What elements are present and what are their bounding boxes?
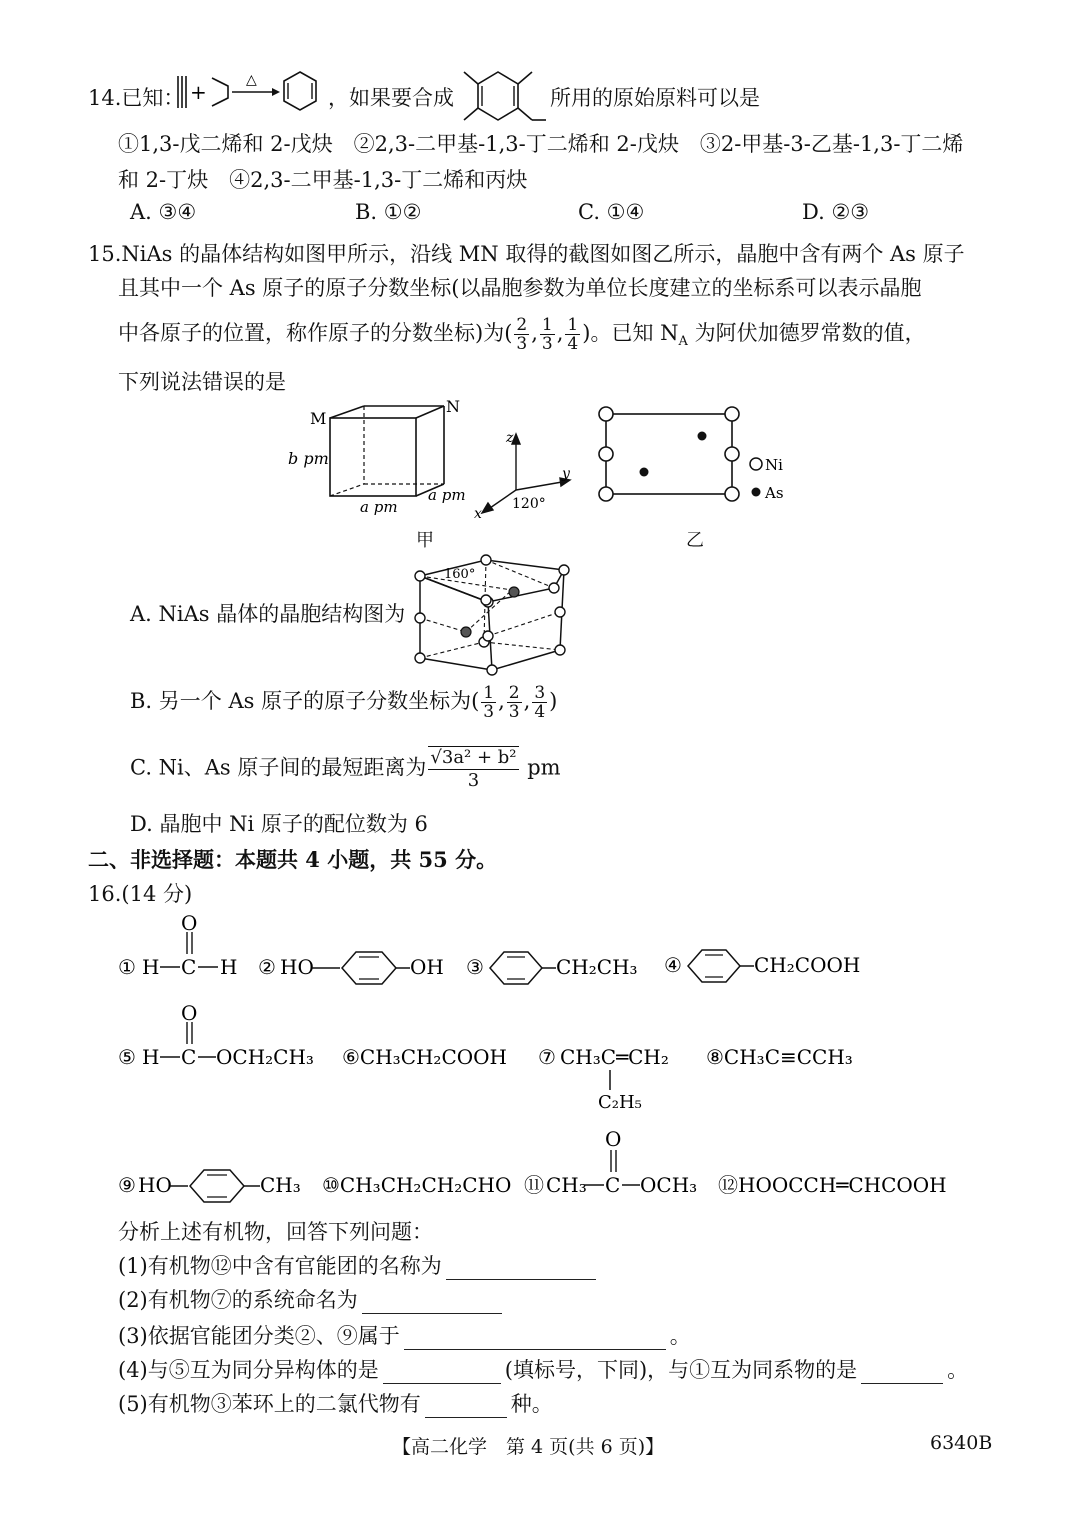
q14-intro: 已知： (121, 86, 185, 110)
coord1-y: $\frac{1}{3}$ (541, 315, 553, 354)
coord1-z: $\frac{1}{4}$ (567, 315, 579, 354)
compound-11-number: ⑪ (524, 1173, 544, 1197)
compound-2-ho: HO (280, 955, 314, 979)
cell-angle-label: 160° (444, 567, 476, 582)
compound-9-number: ⑨ (118, 1173, 136, 1197)
compound-1-c: C (181, 955, 197, 979)
compound-7-branch: C₂H₅ (598, 1092, 642, 1113)
svg-text:+: + (190, 80, 207, 104)
answer-blank-4b[interactable] (861, 1363, 943, 1384)
answer-blank-1[interactable] (446, 1259, 596, 1280)
compound-6: ⑥CH₃CH₂COOH (342, 1045, 507, 1069)
compounds-row-3 (114, 1124, 994, 1214)
compound-5-number: ⑤ (118, 1045, 136, 1069)
q15-text-4: 下列说法错误的是 (118, 370, 286, 394)
axis-angle-label: 120° (512, 496, 546, 512)
question-number: 15. (88, 242, 122, 266)
compound-10: ⑩CH₃CH₂CH₂CHO (322, 1173, 512, 1197)
label-a1: a pm (360, 498, 398, 516)
answer-blank-5[interactable] (425, 1397, 507, 1418)
optb-close: ) (549, 689, 558, 713)
sub4-text-a: (4)与⑤互为同分异构体的是 (118, 1358, 379, 1382)
answer-blank-2[interactable] (362, 1293, 502, 1314)
caption-yi: 乙 (686, 530, 704, 551)
q16-prompt: 分析上述有机物，回答下列问题： (118, 1220, 433, 1244)
q16-sub5 (118, 1388, 553, 1418)
q15-line3: 中各原子的位置，称作原子的分数坐标)为( $\frac{2}{3}$ , $\frac{1}{3}$ , $\frac{1}{4}$ )。已知 $N_A$ 为阿伏加德罗常数的值， (118, 315, 926, 354)
compound-3-number: ③ (466, 955, 484, 979)
q16-heading: 16.(14 分) (88, 882, 193, 906)
q15-text-1: NiAs 的晶体结构如图甲所示，沿线 MN 取得的截图如图乙所示，晶胞中含有两个 As 原子 (121, 242, 965, 266)
optb-text: B. 另一个 As 原子的原子分数坐标为( (130, 689, 480, 713)
question-number: 14. (88, 86, 122, 110)
answer-blank-4a[interactable] (383, 1363, 501, 1384)
q16-sub3 (118, 1320, 691, 1350)
section-heading: 二、非选择题：本题共 4 小题，共 55 分。 (88, 847, 498, 872)
compound-8: ⑧CH₃C≡CCH₃ (706, 1045, 853, 1069)
sub3-text: (3)依据官能团分类②、⑨属于 (118, 1324, 400, 1348)
compound-7-main: CH₃C═CH₂ (560, 1045, 669, 1069)
sub5-text-a: (5)有机物③苯环上的二氯代物有 (118, 1392, 421, 1416)
compound-5-h: H (142, 1045, 160, 1069)
coord2-x: $\frac{1}{3}$ (483, 683, 495, 722)
compound-12: ⑫HOOCCH═CHCOOH (718, 1173, 947, 1197)
paper-code: 6340B (930, 1432, 993, 1454)
axis-z-label: z (506, 430, 514, 446)
answer-blank-3[interactable] (404, 1329, 666, 1350)
compound-3-substituent: CH₂CH₃ (556, 955, 638, 979)
sub4-end: 。 (947, 1358, 969, 1382)
q15-option-d: D. 晶胞中 Ni 原子的配位数为 6 (130, 812, 428, 836)
sub1-text: (1)有机物⑫中含有官能团的名称为 (118, 1254, 442, 1278)
q15-text-3c: 为阿伏加德罗常数的值， (687, 321, 926, 345)
q14-options-line1: ①1,3-戊二烯和 2-戊炔 ②2,3-二甲基-1,3-丁二烯和 2-戊炔 ③2-甲基-3-乙基-1,3-丁二烯 (118, 132, 964, 156)
compound-1-h-left: H (142, 955, 160, 979)
q15-option-a: A. NiAs 晶体的晶胞结构图为 (130, 602, 406, 626)
coord1-x: $\frac{2}{3}$ (516, 315, 528, 354)
compound-11-c: C (605, 1173, 621, 1197)
q15-text-2: 且其中一个 As 原子的原子分数坐标(以晶胞参数为单位长度建立的坐标系可以表示晶胞 (118, 276, 922, 300)
axis-y-label: y (562, 466, 570, 482)
q14-options-line2: 和 2-丁炔 ④2,3-二甲基-1,3-丁二烯和丙炔 (118, 168, 528, 192)
compounds-row-2 (114, 996, 994, 1116)
compound-11-och3: OCH₃ (640, 1173, 698, 1197)
compound-11-oxygen: O (605, 1127, 622, 1151)
sub2-text: (2)有机物⑦的系统命名为 (118, 1288, 358, 1312)
caption-jia: 甲 (416, 530, 434, 551)
page-footer: 【高二化学 第 4 页(共 6 页)】 (392, 1436, 665, 1458)
q15-line1 (88, 238, 965, 268)
label-n: N (446, 397, 460, 416)
figure-yi-section (592, 400, 812, 510)
avogadro-subscript: A (678, 334, 688, 350)
compound-2-number: ② (258, 955, 276, 979)
q15-option-c (130, 746, 561, 792)
coord2-z: $\frac{3}{4}$ (534, 683, 546, 722)
q16-sub4 (118, 1354, 968, 1384)
q15-option-b: B. 另一个 As 原子的原子分数坐标为( $\frac{1}{3}$ , $\frac{2}{3}$ , $\frac{3}{4}$ ) (130, 683, 558, 722)
q14-choice-a: A. ③④ (130, 200, 197, 224)
q14-choice-c: C. ①④ (578, 200, 645, 224)
axis-x-label: x (474, 506, 482, 520)
compound-9-ho: HO (138, 1173, 172, 1197)
heat-symbol: △ (246, 72, 257, 88)
q14-choice-d: D. ②③ (802, 200, 870, 224)
compound-1-number: ① (118, 955, 136, 979)
compound-5-ester: OCH₂CH₃ (216, 1045, 314, 1069)
compound-2-oh: OH (410, 955, 444, 979)
compound-7-number: ⑦ (538, 1045, 556, 1069)
compound-5-oxygen: O (181, 1001, 198, 1025)
sub3-end: 。 (669, 1324, 691, 1348)
label-m: M (310, 409, 327, 428)
q15-text-3b: )。已知 N (582, 321, 679, 345)
niAs-unit-cell (406, 552, 576, 678)
sub5-end: 种。 (510, 1392, 553, 1416)
compound-5-c: C (181, 1045, 197, 1069)
q16-sub2 (118, 1284, 506, 1314)
label-b: b pm (288, 449, 329, 468)
q14-line1 (88, 82, 184, 112)
q15-text-3a: 中各原子的位置，称作原子的分数坐标)为( (118, 321, 513, 345)
target-molecule (446, 58, 546, 126)
label-a2: a pm (428, 486, 466, 504)
compound-1-oxygen: O (181, 911, 198, 935)
optc-text: C. Ni、As 原子间的最短距离为 (130, 755, 427, 780)
figure-jia-prism (280, 396, 480, 546)
coord2-y: $\frac{2}{3}$ (508, 683, 520, 722)
compound-4-substituent: CH₂COOH (754, 953, 861, 977)
coordinate-axes (470, 428, 580, 520)
sub4-text-b: (填标号，下同)，与①互为同系物的是 (504, 1358, 858, 1382)
optc-distance-fraction: $\frac{\text{√3a² + b²}}{3}$ (430, 747, 517, 791)
q14-tail-text: 所用的原始原料可以是 (550, 86, 760, 110)
legend-ni: Ni (765, 456, 783, 474)
optc-unit: pm (527, 755, 561, 780)
compound-11-ch3: CH₃ (546, 1173, 587, 1197)
diels-alder-scheme (172, 66, 322, 116)
compound-1-h-right: H (220, 955, 238, 979)
compound-4-number: ④ (664, 953, 682, 977)
legend-as: As (765, 484, 784, 502)
compounds-row-1 (114, 910, 994, 990)
q14-choice-b: B. ①② (355, 200, 422, 224)
q16-sub1 (118, 1250, 600, 1280)
compound-9-ch3: CH₃ (260, 1173, 301, 1197)
q14-mid-text: ，如果要合成 (328, 86, 454, 110)
